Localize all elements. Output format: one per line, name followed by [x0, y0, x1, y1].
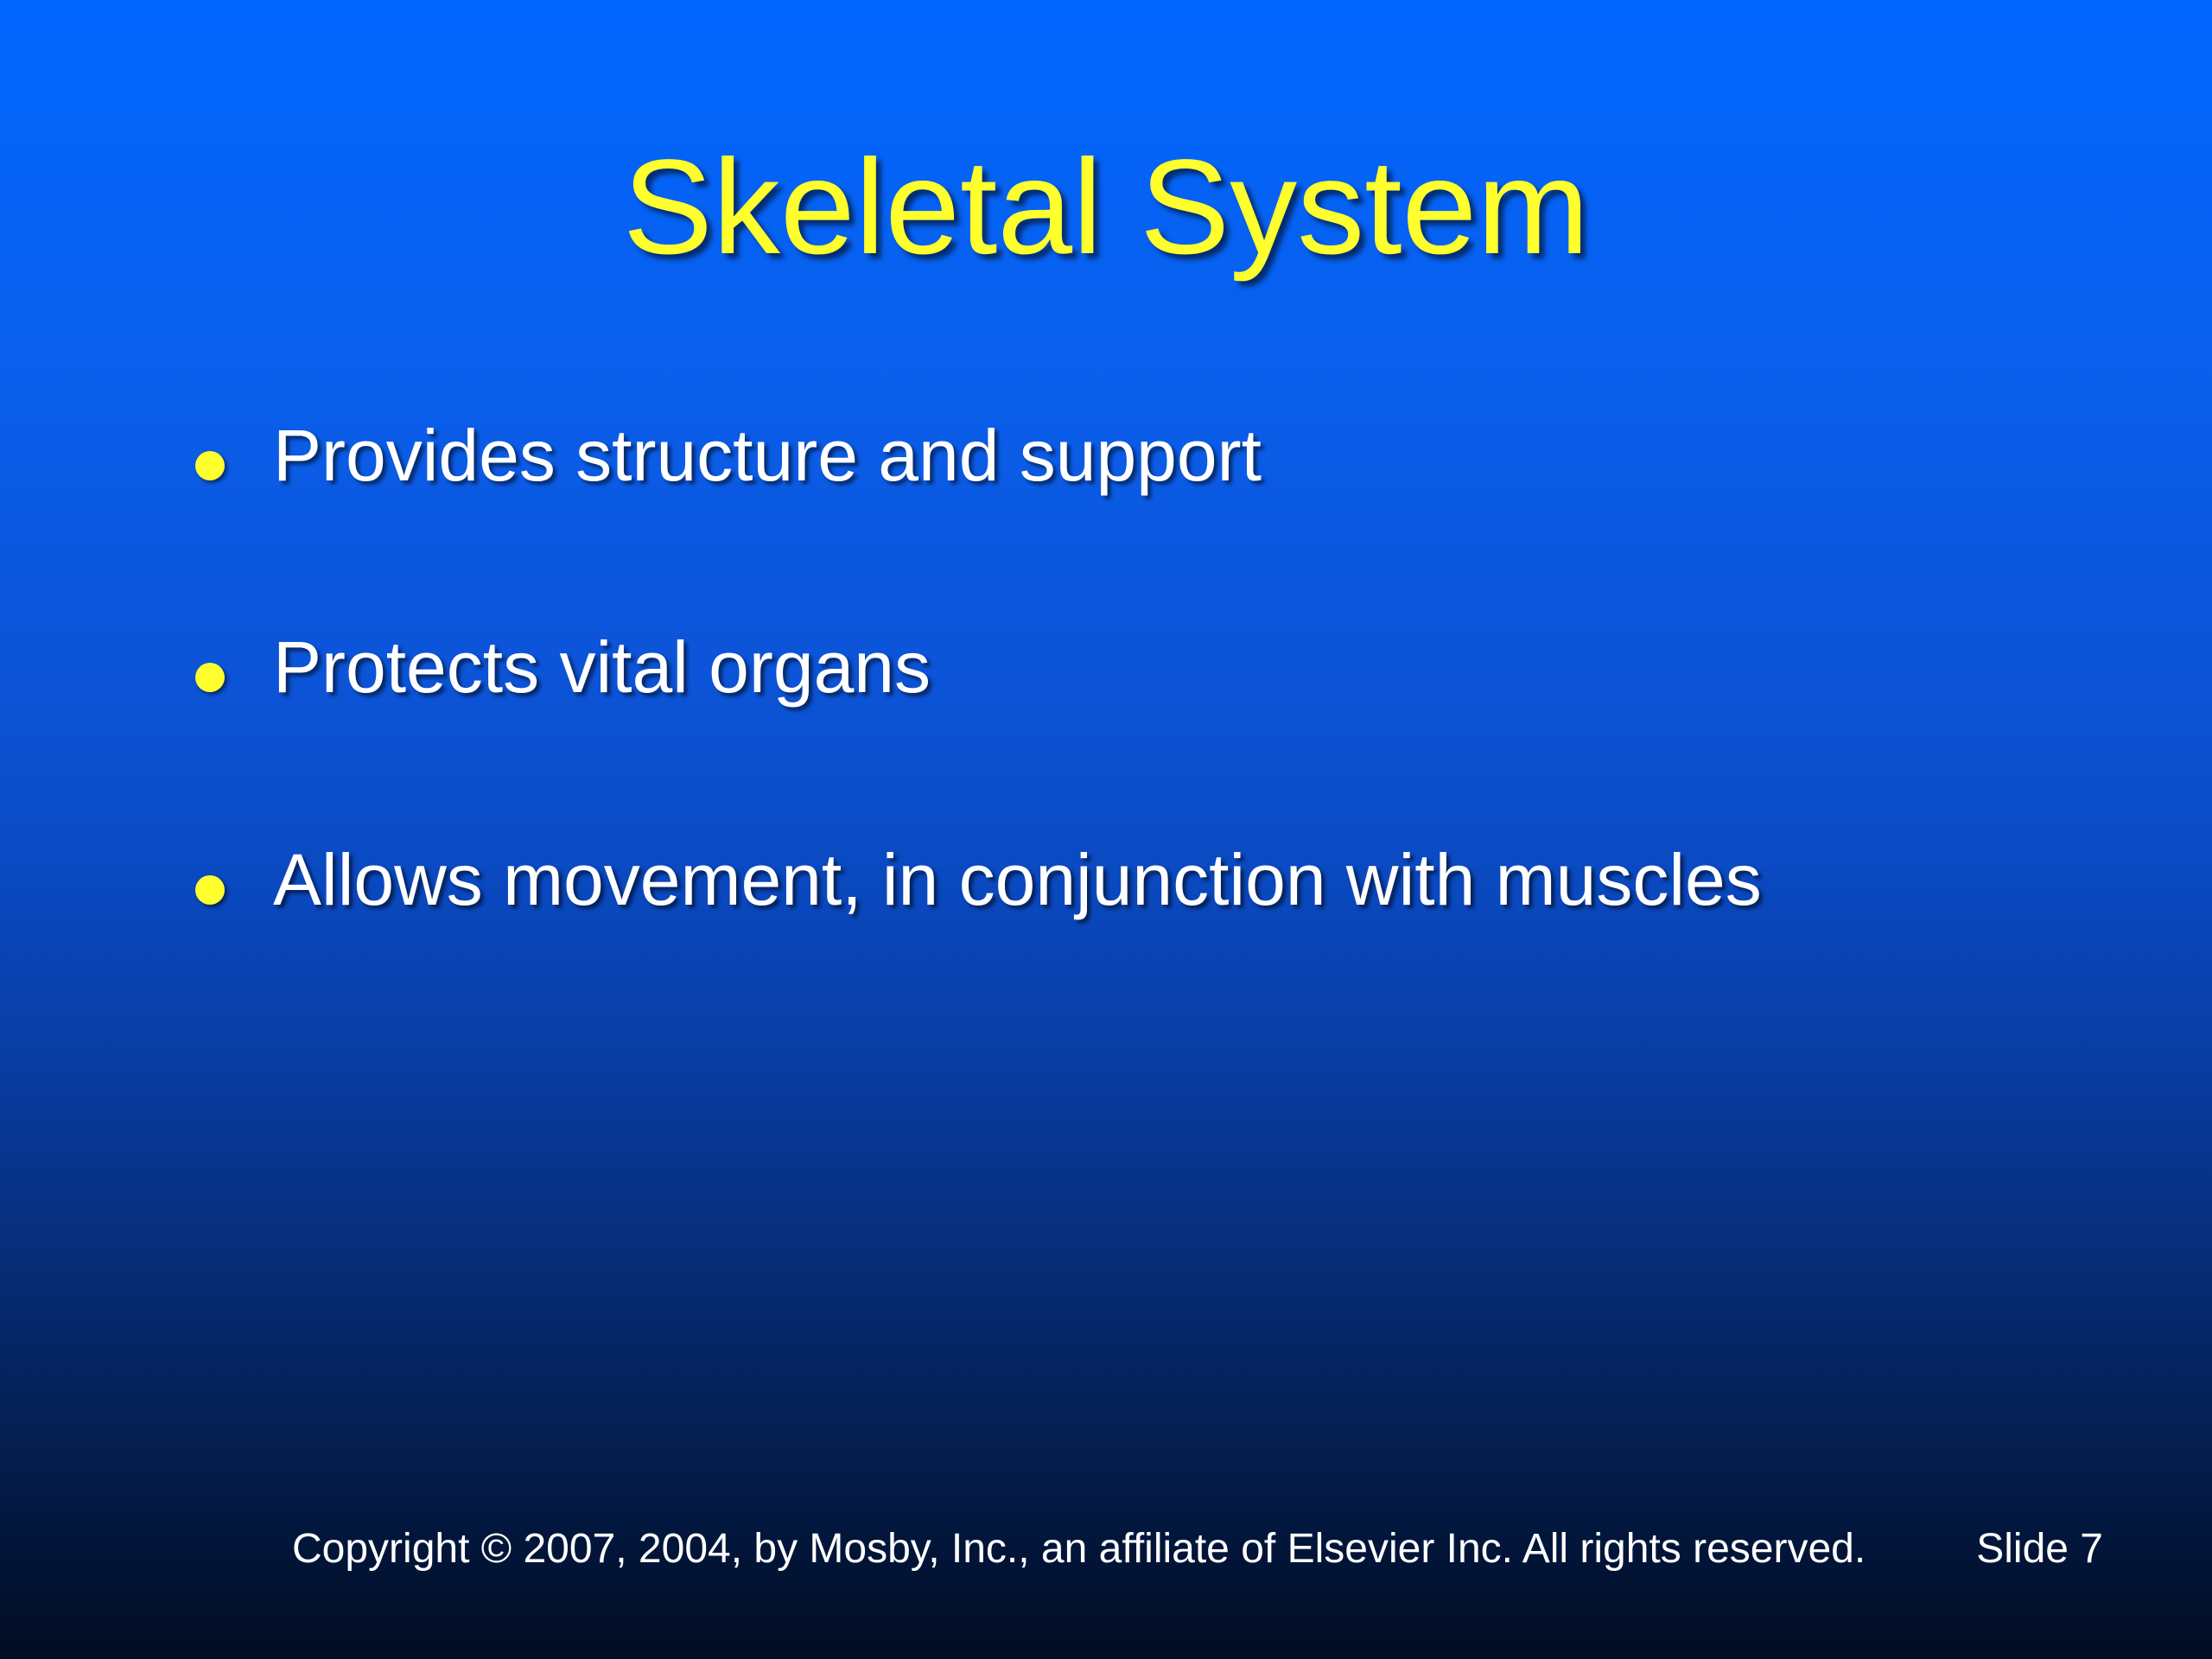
bullet-dot-icon	[195, 663, 225, 692]
bullet-text: Protects vital organs	[273, 626, 931, 708]
copyright-notice: Copyright © 2007, 2004, by Mosby, Inc., an affiliate of Elsevier Inc. All rights reserved.	[292, 1526, 1866, 1572]
slide-number: Slide 7	[1976, 1526, 2103, 1572]
slide-title: Skeletal System	[622, 132, 1590, 283]
bullet-text: Allows movement, in conjunction with muscles	[273, 839, 1762, 920]
bullet-dot-icon	[195, 451, 225, 480]
bullet-text: Provides structure and support	[273, 415, 1262, 496]
bullet-dot-icon	[195, 875, 225, 905]
